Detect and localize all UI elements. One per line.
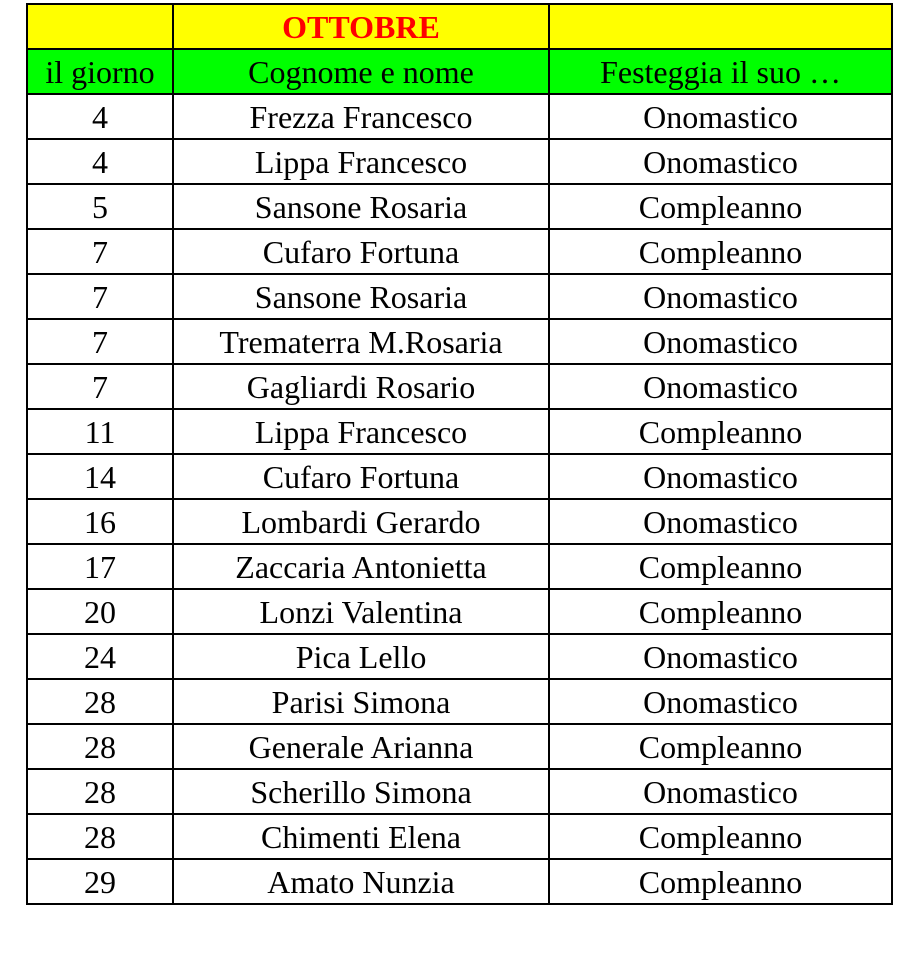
table-row [27,274,892,319]
table-row [27,724,892,769]
occasion-cell[interactable]: Compleanno [549,814,892,859]
name-cell[interactable]: Lonzi Valentina [173,589,549,634]
name-cell[interactable]: Gagliardi Rosario [173,364,549,409]
name-cell[interactable]: Zaccaria Antonietta [173,544,549,589]
occasion-cell[interactable]: Onomastico [549,499,892,544]
day-cell[interactable]: 5 [27,184,173,229]
title-cell-right[interactable] [549,4,892,49]
occasion-cell[interactable]: Onomastico [549,274,892,319]
name-cell[interactable]: Amato Nunzia [173,859,549,904]
day-cell[interactable]: 17 [27,544,173,589]
table-row [27,319,892,364]
occasion-cell[interactable]: Onomastico [549,94,892,139]
table-row [27,769,892,814]
column-header-name[interactable]: Cognome e nome [173,49,549,94]
occasion-cell[interactable]: Onomastico [549,454,892,499]
occasion-cell[interactable]: Onomastico [549,634,892,679]
day-cell[interactable]: 14 [27,454,173,499]
table-row [27,409,892,454]
table-row [27,364,892,409]
table-row [27,814,892,859]
table-row [27,94,892,139]
name-cell[interactable]: Chimenti Elena [173,814,549,859]
occasion-cell[interactable]: Compleanno [549,544,892,589]
day-cell[interactable]: 28 [27,724,173,769]
occasion-cell[interactable]: Onomastico [549,679,892,724]
occasion-cell[interactable]: Compleanno [549,589,892,634]
table-row [27,454,892,499]
occasion-cell[interactable]: Onomastico [549,769,892,814]
day-cell[interactable]: 7 [27,319,173,364]
day-cell[interactable]: 28 [27,769,173,814]
table-row [27,184,892,229]
day-cell[interactable]: 7 [27,364,173,409]
table-row [27,544,892,589]
name-cell[interactable]: Trematerra M.Rosaria [173,319,549,364]
day-cell[interactable]: 28 [27,814,173,859]
table-row [27,499,892,544]
day-cell[interactable]: 4 [27,94,173,139]
name-cell[interactable]: Cufaro Fortuna [173,229,549,274]
name-cell[interactable]: Pica Lello [173,634,549,679]
occasion-cell[interactable]: Onomastico [549,364,892,409]
name-cell[interactable]: Cufaro Fortuna [173,454,549,499]
column-header-occasion[interactable]: Festeggia il suo … [549,49,892,94]
table-row [27,139,892,184]
table-row [27,229,892,274]
occasion-cell[interactable]: Compleanno [549,859,892,904]
column-header-day[interactable]: il giorno [27,49,173,94]
table-row [27,679,892,724]
table-row [27,634,892,679]
day-cell[interactable]: 11 [27,409,173,454]
title-row [27,4,892,49]
occasion-cell[interactable]: Onomastico [549,139,892,184]
occasion-cell[interactable]: Compleanno [549,184,892,229]
day-cell[interactable]: 28 [27,679,173,724]
name-cell[interactable]: Sansone Rosaria [173,184,549,229]
name-cell[interactable]: Scherillo Simona [173,769,549,814]
table-body [27,4,892,904]
name-cell[interactable]: Frezza Francesco [173,94,549,139]
table-row [27,859,892,904]
table-row [27,589,892,634]
name-cell[interactable]: Lombardi Gerardo [173,499,549,544]
day-cell[interactable]: 24 [27,634,173,679]
occasion-cell[interactable]: Onomastico [549,319,892,364]
day-cell[interactable]: 20 [27,589,173,634]
day-cell[interactable]: 7 [27,274,173,319]
month-title[interactable]: OTTOBRE [173,4,549,49]
occasion-cell[interactable]: Compleanno [549,229,892,274]
day-cell[interactable]: 4 [27,139,173,184]
day-cell[interactable]: 29 [27,859,173,904]
name-cell[interactable]: Lippa Francesco [173,409,549,454]
name-cell[interactable]: Sansone Rosaria [173,274,549,319]
occasion-cell[interactable]: Compleanno [549,409,892,454]
header-row [27,49,892,94]
occasion-cell[interactable]: Compleanno [549,724,892,769]
name-cell[interactable]: Generale Arianna [173,724,549,769]
birthday-table [26,3,893,905]
title-cell-left[interactable] [27,4,173,49]
name-cell[interactable]: Lippa Francesco [173,139,549,184]
name-cell[interactable]: Parisi Simona [173,679,549,724]
day-cell[interactable]: 7 [27,229,173,274]
day-cell[interactable]: 16 [27,499,173,544]
